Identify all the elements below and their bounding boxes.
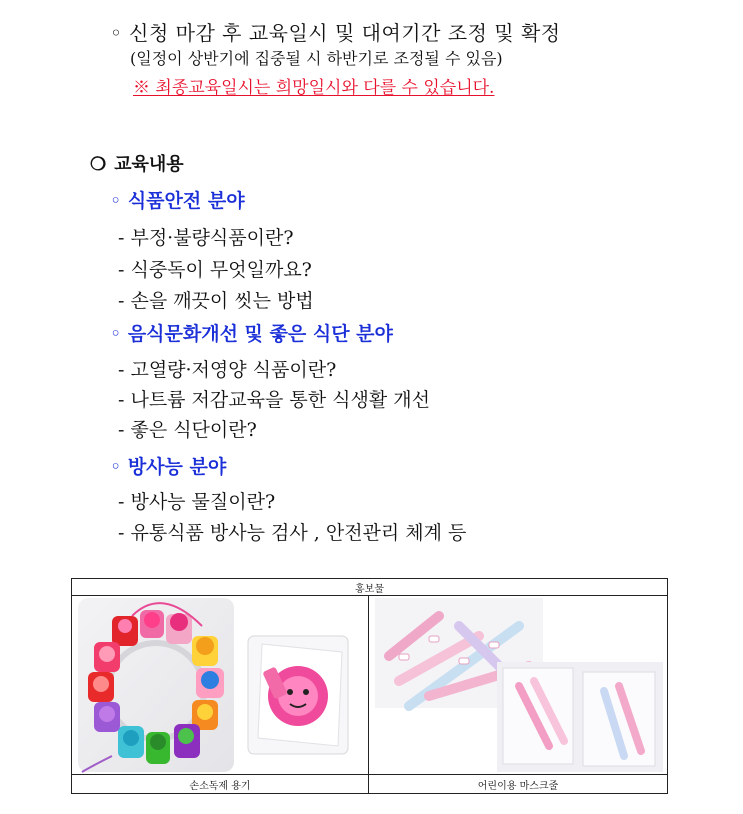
- list-item: - 방사능 물질이란?: [118, 491, 276, 513]
- sanitizer-photo-cell: [72, 596, 369, 775]
- content-heading-label: 교육내용: [114, 154, 184, 175]
- circle-bullet-icon: ❍: [90, 154, 107, 175]
- promo-table: [71, 578, 668, 794]
- section-title-food-safety: ◦ 식품안전 분야: [110, 190, 245, 212]
- schedule-line-2: (일정이 상반기에 집중될 시 하반기로 조정될 수 있음): [130, 49, 503, 68]
- sanitizer-holder-photo: [72, 596, 368, 774]
- list-item: - 유통식품 방사능 검사 , 안전관리 체계 등: [118, 522, 467, 544]
- section-title-radiation: ◦ 방사능 분야: [110, 456, 227, 478]
- list-item: - 나트륨 저감교육을 통한 식생활 개선: [118, 389, 430, 411]
- list-item: - 고열량·저영양 식품이란?: [118, 359, 337, 381]
- section-title-food-culture: ◦ 음식문화개선 및 좋은 식단 분야: [110, 323, 393, 345]
- list-item: - 손을 깨끗이 씻는 방법: [118, 290, 314, 312]
- list-item: - 식중독이 무엇일까요?: [118, 259, 312, 281]
- content-heading: [90, 150, 184, 176]
- list-item: - 좋은 식단이란?: [118, 419, 257, 441]
- schedule-line-1: ◦ 신청 마감 후 교육일시 및 대여기간 조정 및 확정: [110, 21, 561, 45]
- caption-sanitizer: 손소독제 용기: [72, 775, 369, 794]
- schedule-notice: ※ 최종교육일시는 희망일시와 다를 수 있습니다.: [133, 78, 495, 98]
- promo-table-header: 홍보물: [72, 579, 668, 596]
- mask-strap-photo-cell: [369, 596, 668, 775]
- mask-strap-photo: [369, 596, 667, 774]
- caption-mask-strap: 어린이용 마스크줄: [369, 775, 668, 794]
- list-item: - 부정·불량식품이란?: [118, 227, 294, 249]
